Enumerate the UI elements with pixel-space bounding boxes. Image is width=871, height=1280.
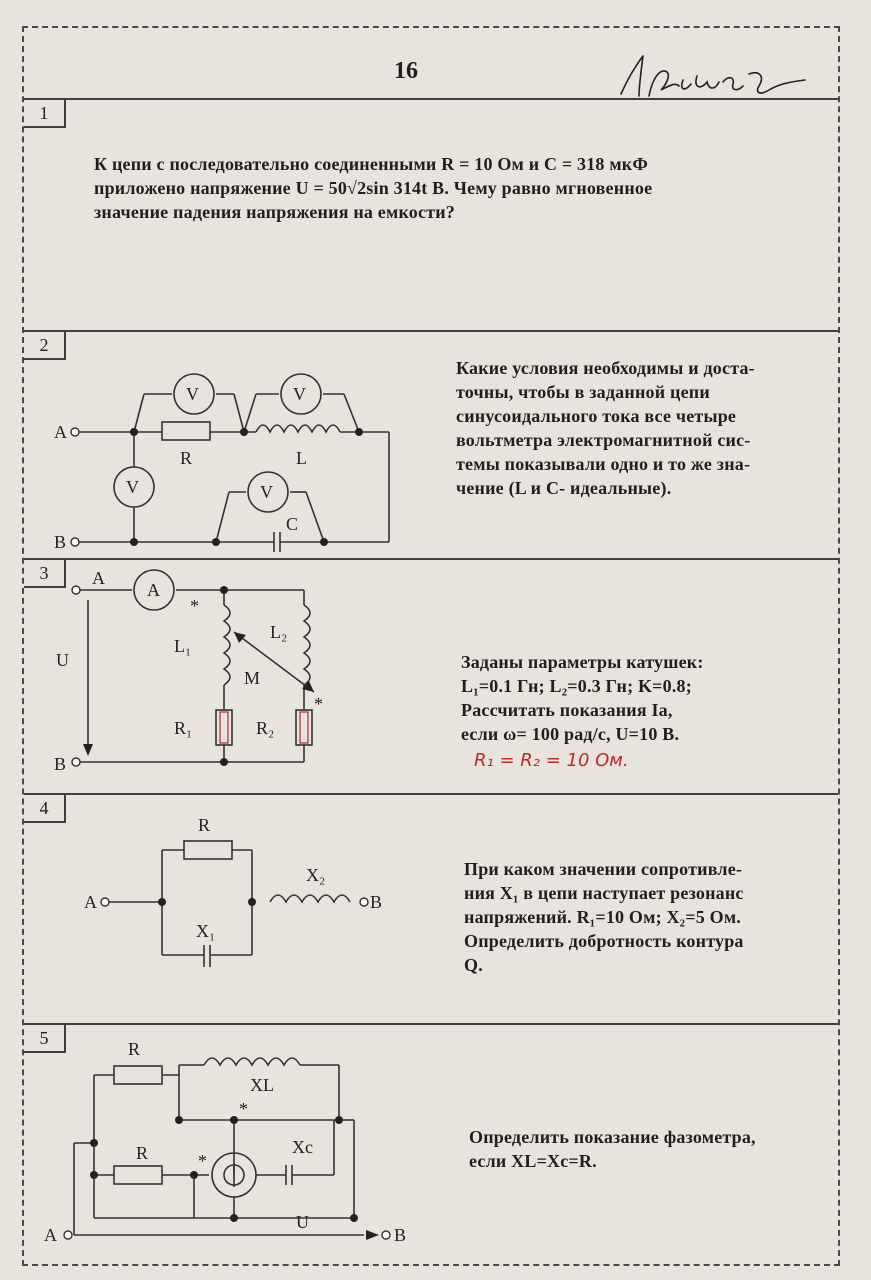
inductive-reactance-label: X₂ bbox=[306, 865, 326, 885]
capacitor-label: C bbox=[286, 514, 299, 534]
inductor-l1-label: L₁ bbox=[174, 636, 192, 656]
resistor-mid-label: R bbox=[136, 1143, 149, 1163]
voltmeter-label: V bbox=[126, 477, 139, 497]
question-text: К цепи с последовательно соединенными R = 10 Ом и C = 318 мкФ приложено напряжение U = 50√2sin 314t В. Чему равно мгновенное значение падения напряжения на емкости? bbox=[94, 154, 653, 222]
question-text: Какие условия необходимы и доста- точны, чтобы в заданной цепи синусоидального тока все четыре вольтметра электромагнитной сис- темы показывали одно и то же зна- чение (L и C- идеальные). bbox=[456, 358, 755, 498]
circuit-diagram bbox=[34, 560, 434, 795]
section-5 bbox=[24, 1023, 838, 1268]
mutual-inductance-label: M bbox=[244, 668, 261, 688]
resistor-top-label: R bbox=[128, 1039, 141, 1059]
header bbox=[24, 28, 838, 98]
resistor-r1-label: R₁ bbox=[174, 718, 193, 738]
section-2 bbox=[24, 330, 838, 558]
section-number: 1 bbox=[24, 100, 66, 128]
terminal-b-label: B bbox=[54, 754, 67, 774]
circuit-diagram bbox=[34, 332, 434, 560]
resistor-label: R bbox=[198, 815, 211, 835]
inductor-l2-label: L₂ bbox=[270, 622, 288, 642]
handwritten-note: R₁ = R₂ = 10 Ом. bbox=[474, 750, 629, 771]
terminal-b-label: B bbox=[54, 532, 67, 552]
terminal-a-label: A bbox=[92, 568, 105, 588]
section-number: 2 bbox=[24, 332, 66, 360]
section-number: 3 bbox=[24, 560, 66, 588]
resistor-r2-label: R₂ bbox=[256, 718, 275, 738]
exam-sheet bbox=[22, 26, 840, 1266]
capacitive-reactance-label: Xc bbox=[292, 1137, 313, 1157]
polarity-mark: * bbox=[314, 694, 323, 714]
voltmeter-label: V bbox=[260, 482, 273, 502]
circuit-diagram bbox=[34, 1025, 434, 1270]
page-number: 16 bbox=[394, 58, 418, 84]
section-4 bbox=[24, 793, 838, 1023]
voltmeter-label: V bbox=[186, 384, 199, 404]
voltmeter-label: V bbox=[293, 384, 306, 404]
section-number: 4 bbox=[24, 795, 66, 823]
question-text: Заданы параметры катушек: L₁=0.1 Гн; L₂=0.3 Гн; K=0.8; Рассчитать показания Iа, если ω= 100 рад/с, U=10 В. bbox=[461, 652, 704, 744]
ammeter-label: A bbox=[147, 580, 160, 600]
polarity-mark: * bbox=[190, 596, 199, 616]
terminal-a-label: A bbox=[54, 422, 67, 442]
handwritten-signature bbox=[609, 46, 809, 106]
section-number: 5 bbox=[24, 1025, 66, 1053]
polarity-mark: * bbox=[239, 1099, 248, 1119]
circuit-diagram bbox=[34, 795, 434, 1025]
voltage-label: U bbox=[56, 650, 69, 670]
terminal-a-label: A bbox=[84, 892, 97, 912]
inductive-reactance-label: XL bbox=[250, 1075, 274, 1095]
terminal-b-label: B bbox=[394, 1225, 407, 1245]
terminal-a-label: A bbox=[44, 1225, 57, 1245]
terminal-b-label: B bbox=[370, 892, 383, 912]
section-3 bbox=[24, 558, 838, 793]
capacitive-reactance-label: X₁ bbox=[196, 921, 216, 941]
resistor-label: R bbox=[180, 448, 193, 468]
polarity-mark: * bbox=[198, 1151, 207, 1171]
question-text: Определить показание фазометра, если XL=Xc=R. bbox=[469, 1127, 756, 1171]
voltage-label: U bbox=[296, 1212, 309, 1232]
section-1 bbox=[24, 98, 838, 330]
question-text: При каком значении сопротивле- ния X₁ в цепи наступает резонанс напряжений. R₁=10 Ом; X₂=5 Ом. Определить добротность контура Q. bbox=[464, 859, 744, 975]
inductor-label: L bbox=[296, 448, 307, 468]
